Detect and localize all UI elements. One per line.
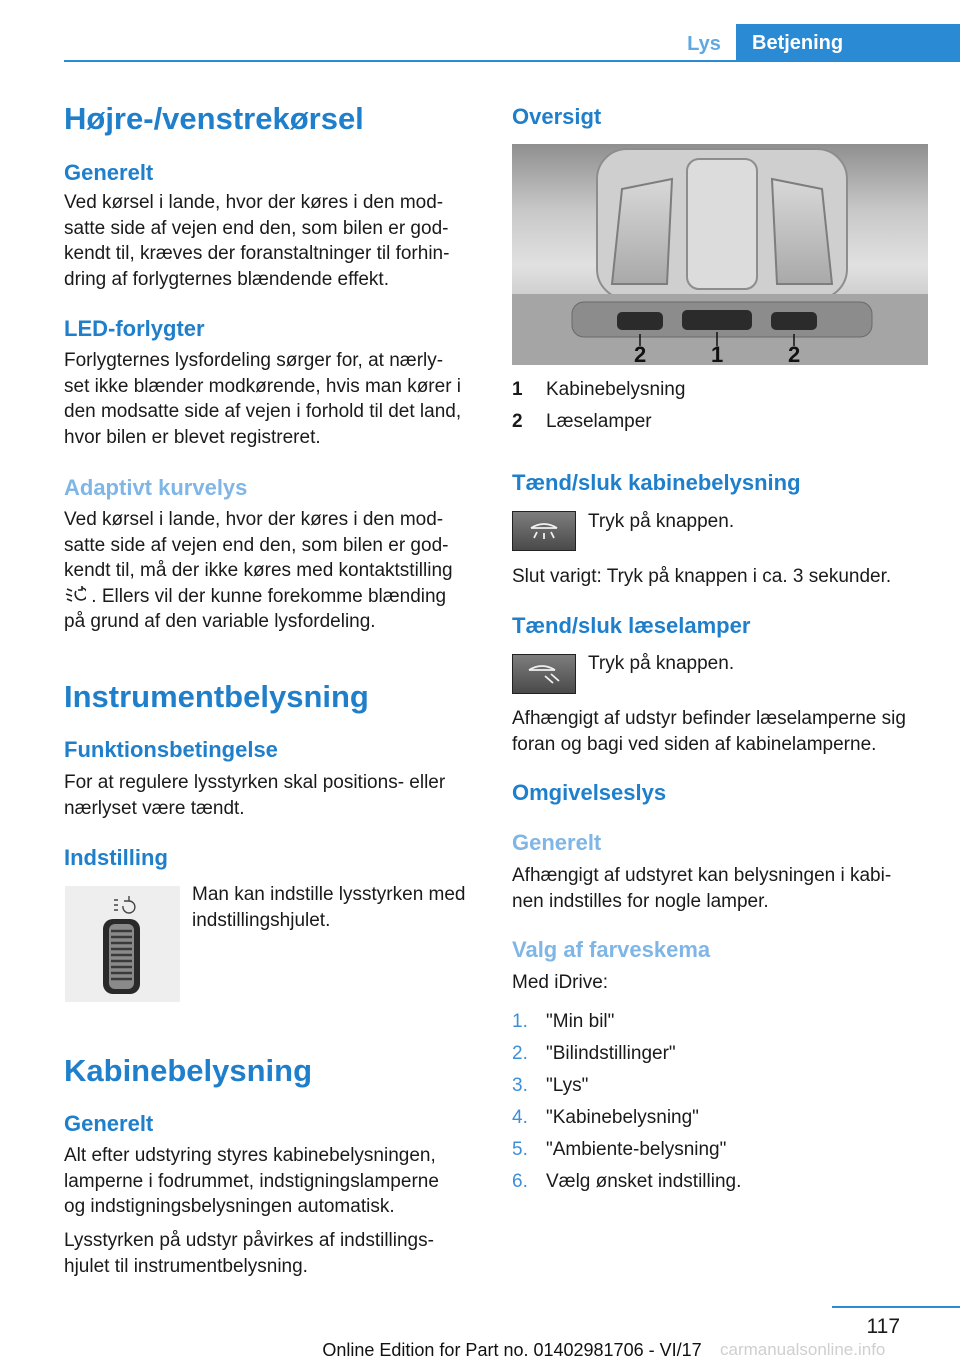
footer-rule <box>832 1306 960 1308</box>
step-num-1: 1. <box>512 1011 528 1032</box>
paragraph-kabine-2: Lysstyrken på udstyr påvirkes af indstillings- hjulet til instrumentbelysning. <box>64 1230 434 1277</box>
step-text-4: "Kabinebelysning" <box>546 1107 699 1128</box>
overhead-console-photo <box>512 144 928 365</box>
watermark: carmanualsonline.info <box>720 1340 886 1359</box>
page-number: 117 <box>866 1315 900 1338</box>
step-num-3: 3. <box>512 1075 528 1096</box>
heading-generelt: Generelt <box>64 160 154 185</box>
paragraph-kabine-1: Alt efter udstyring styres kabinebelysningen, lamperne i fodrummet, indstigningslamperne og indstigningsbelysningen automatisk. <box>64 1145 439 1217</box>
step-num-6: 6. <box>512 1171 528 1192</box>
heading-oversigt: Oversigt <box>512 104 602 129</box>
text-press-button-2: Tryk på knappen. <box>588 653 735 674</box>
step-text-6: Vælg ønsket indstilling. <box>546 1171 742 1192</box>
text-press-button-1: Tryk på knappen. <box>588 511 735 532</box>
heading-omgivelses: Omgivelseslys <box>512 780 667 805</box>
paragraph-funktion: For at regulere lysstyrken skal positions- eller nærlyset være tændt. <box>64 772 446 819</box>
step-text-1: "Min bil" <box>546 1011 615 1032</box>
header-tab-betjening: Betjening <box>736 24 960 62</box>
photo-label-2-left: 2 <box>634 342 647 365</box>
paragraph-generelt: Ved kørsel i lande, hvor der køres i den mod- satte side af vejen end den, som bilen er god- kendt til, kræves der foranstaltninger til forhin- dring af forlygternes blændende effekt. <box>64 192 450 290</box>
legend-text-2: Læselamper <box>546 411 652 432</box>
step-num-5: 5. <box>512 1139 528 1160</box>
heading-adaptive: Adaptivt kurvelys <box>64 475 248 500</box>
heading-kabine-generelt: Generelt <box>64 1111 154 1136</box>
legend-text-1: Kabinebelysning <box>546 379 686 400</box>
reading-light-button-icon <box>512 654 576 694</box>
step-text-5: "Ambiente-belysning" <box>546 1139 727 1160</box>
photo-label-2-right: 2 <box>788 342 801 365</box>
heading-kabine-toggle: Tænd/sluk kabinebelysning <box>512 470 801 495</box>
paragraph-indstilling: Man kan indstille lysstyrken med indstillingshjulet. <box>192 884 466 931</box>
header-rule <box>64 60 960 62</box>
header-tab-lys: Lys <box>687 33 721 55</box>
dimmer-wheel-image <box>65 886 180 1002</box>
title-instrument: Instrumentbelysning <box>64 679 369 714</box>
heading-laese-toggle: Tænd/sluk læselamper <box>512 613 751 638</box>
paragraph-led: Forlygternes lysfordeling sørger for, at nærly- set ikke blænder modkørende, hvis man kører i den modsatte side af vejen i forhold til det land, hvor bilen er blevet registreret. <box>64 350 462 448</box>
dimmer-wheel-icon <box>65 886 180 1002</box>
title-drive-side: Højre-/venstrekørsel <box>64 101 364 136</box>
paragraph-omgivelses: Afhængigt af udstyret kan belysningen i kabi- nen indstilles for nogle lamper. <box>512 865 892 912</box>
paragraph-adaptive: Ved kørsel i lande, hvor der køres i den mod- satte side af vejen end den, som bilen er god- kendt til, må der ikke køres med kontaktstilling . Ellers vil der kunne forekomme blænding på grund af den variable lysfordeling. <box>64 509 453 632</box>
legend-num-2: 2 <box>512 411 523 432</box>
legend-num-1: 1 <box>512 379 523 400</box>
step-num-4: 4. <box>512 1107 528 1128</box>
heading-led: LED-forlygter <box>64 316 205 341</box>
step-text-3: "Lys" <box>546 1075 589 1096</box>
footer-edition: Online Edition for Part no. 01402981706 - VI/17 <box>322 1340 702 1360</box>
title-kabine: Kabinebelysning <box>64 1053 313 1088</box>
heading-indstilling: Indstilling <box>64 845 168 870</box>
interior-light-button-icon <box>512 511 576 551</box>
heading-omgivelses-generelt: Generelt <box>512 830 602 855</box>
heading-farveskema: Valg af farveskema <box>512 937 711 962</box>
text-slut-varigt: Slut varigt: Tryk på knappen i ca. 3 sekunder. <box>512 566 892 587</box>
paragraph-afhaengigt: Afhængigt af udstyr befinder læselamperne sig foran og bagi ved siden af kabinelamperne. <box>512 708 906 755</box>
step-text-2: "Bilindstillinger" <box>546 1043 676 1064</box>
step-num-2: 2. <box>512 1043 528 1064</box>
low-beam-icon <box>64 585 86 605</box>
text-med-idrive: Med iDrive: <box>512 972 609 993</box>
photo-label-1: 1 <box>711 342 724 365</box>
heading-funktion: Funktionsbetingelse <box>64 737 278 762</box>
